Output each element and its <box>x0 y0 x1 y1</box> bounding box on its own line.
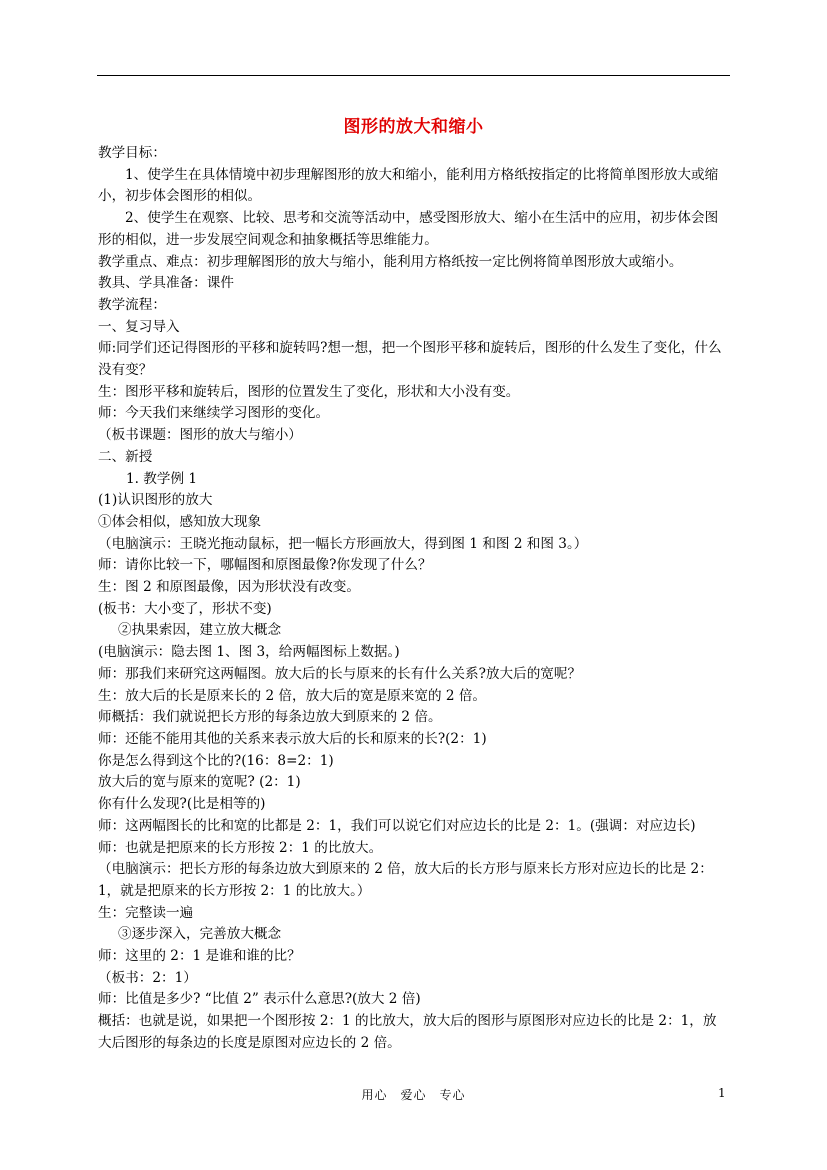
paragraph: （板书：2：1） <box>98 969 197 986</box>
paragraph: 师：这两幅图长的比和宽的比都是 2：1，我们可以说它们对应边长的比是 2：1。(强调：对应边长) <box>98 817 696 834</box>
paragraph: 你有什么发现?(比是相等的) <box>98 796 266 813</box>
paragraph: (1)认识图形的放大 <box>98 492 213 509</box>
footer-motto: 用心 爱心 专心 <box>361 1088 466 1102</box>
paragraph: 教学重点、难点：初步理解图形的放大与缩小，能利用方格纸按一定比例将简单图形放大或缩小。 <box>98 253 683 270</box>
paragraph: 师：今天我们来继续学习图形的变化。 <box>98 405 330 422</box>
paragraph: （板书课题：图形的放大与缩小） <box>98 427 302 444</box>
header-rule <box>97 75 730 76</box>
paragraph: 概括：也就是说，如果把一个图形按 2：1 的比放大，放大后的图形与原图形对应边长的比是 2：1，放大后图形的每条边的长度是原图对应边长的 2 倍。 <box>98 1013 717 1051</box>
paragraph: 1. 教学例 1 <box>126 470 198 487</box>
paragraph: 一、复习导入 <box>98 318 180 335</box>
paragraph: 师：这里的 2：1 是谁和谁的比？ <box>98 948 301 965</box>
paragraph: 2、使学生在观察、比较、思考和交流等活动中，感受图形放大、缩小在生活中的应用，初步体会图形的相似，进一步发展空间观念和抽象概括等思维能力。 <box>98 210 719 248</box>
document-title: 图形的放大和缩小 <box>343 117 484 137</box>
paragraph: （电脑演示：王晓光拖动鼠标，把一幅长方形画放大，得到图 1 和图 2 和图 3。） <box>98 535 588 552</box>
paragraph: (板书：大小变了，形状不变) <box>98 600 272 617</box>
paragraph: 生：图 2 和原图最像，因为形状没有改变。 <box>98 579 360 596</box>
paragraph: ①体会相似，感知放大现象 <box>98 513 262 530</box>
paragraph: 你是怎么得到这个比的?(16：8=2：1) <box>98 752 334 769</box>
paragraph: 师:同学们还记得图形的平移和旋转吗?想一想，把一个图形平移和旋转后，图形的什么发生了变化，什么没有变？ <box>98 340 722 379</box>
document-body <box>98 143 730 1055</box>
paragraph: 1、使学生在具体情境中初步理解图形的放大和缩小，能利用方格纸按指定的比将简单图形放大或缩小，初步体会图形的相似。 <box>98 166 719 205</box>
paragraph: 二、新授 <box>98 448 153 465</box>
paragraph: 师：比值是多少? “比值 2” 表示什么意思?(放大 2 倍) <box>98 991 421 1008</box>
paragraph: (电脑演示：隐去图 1、图 3，给两幅图标上数据。) <box>98 644 400 661</box>
paragraph: ③逐步深入，完善放大概念 <box>118 926 282 943</box>
paragraph: 师：请你比较一下，哪幅图和原图最像?你发现了什么？ <box>98 557 432 574</box>
page-number: 1 <box>718 1086 726 1100</box>
paragraph: 教学流程： <box>98 296 166 313</box>
paragraph: 教学目标： <box>98 145 166 161</box>
paragraph: 师：还能不能用其他的关系来表示放大后的长和原来的长?(2：1) <box>98 730 487 747</box>
paragraph: 教具、学具准备：课件 <box>98 275 234 292</box>
paragraph: 生：图形平移和旋转后，图形的位置发生了变化，形状和大小没有变。 <box>98 383 520 400</box>
paragraph: 师：也就是把原来的长方形按 2：1 的比放大。 <box>98 839 383 856</box>
paragraph: 师概括：我们就说把长方形的每条边放大到原来的 2 倍。 <box>98 709 442 726</box>
paragraph: 生：完整读一遍 <box>98 904 194 921</box>
paragraph: ②执果索因，建立放大概念 <box>118 622 282 639</box>
paragraph: 师：那我们来研究这两幅图。放大后的长与原来的长有什么关系?放大后的宽呢？ <box>98 665 582 682</box>
paragraph: （电脑演示：把长方形的每条边放大到原来的 2 倍，放大后的长方形与原来长方形对应边长的比是 2：1，就是把原来的长方形按 2：1 的比放大。） <box>98 861 713 899</box>
paragraph: 放大后的宽与原来的宽呢? (2：1) <box>98 774 301 791</box>
paragraph: 生：放大后的长是原来长的 2 倍，放大后的宽是原来宽的 2 倍。 <box>98 687 487 704</box>
